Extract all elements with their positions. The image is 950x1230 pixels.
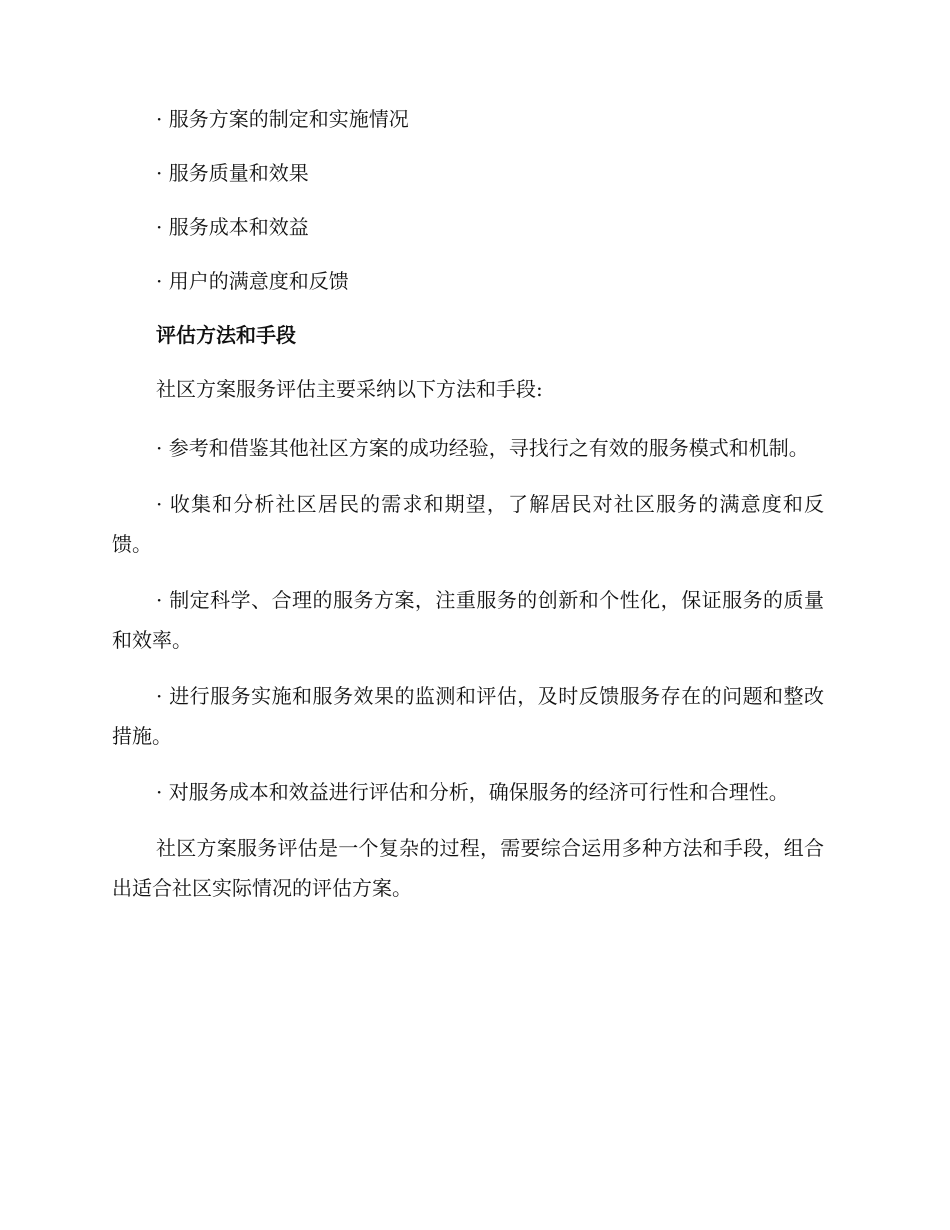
bullet-item-cost: · 服务成本和效益	[156, 215, 309, 239]
method-item-reference: · 参考和借鉴其他社区方案的成功经验，寻找行之有效的服务模式和机制。	[156, 436, 809, 460]
document-page	[112, 104, 824, 924]
method-item-design: · 制定科学、合理的服务方案，注重服务的创新和个性化，保证服务的质量和效率。	[112, 588, 824, 652]
method-item-monitor: · 进行服务实施和服务效果的监测和评估，及时反馈服务存在的问题和整改措施。	[112, 684, 824, 748]
bullet-item-quality: · 服务质量和效果	[156, 161, 309, 185]
conclusion-paragraph: 社区方案服务评估是一个复杂的过程，需要综合运用多种方法和手段，组合出适合社区实际情况的评估方案。	[112, 836, 824, 900]
bullet-item-plan: · 服务方案的制定和实施情况	[156, 107, 409, 131]
section-heading: 评估方法和手段	[156, 323, 296, 347]
intro-paragraph: 社区方案服务评估主要采纳以下方法和手段:	[156, 377, 543, 401]
bullet-item-satisfaction: · 用户的满意度和反馈	[156, 269, 349, 293]
method-item-collect: · 收集和分析社区居民的需求和期望，了解居民对社区服务的满意度和反馈。	[112, 492, 824, 556]
method-item-cost-benefit: · 对服务成本和效益进行评估和分析，确保服务的经济可行性和合理性。	[156, 780, 789, 804]
